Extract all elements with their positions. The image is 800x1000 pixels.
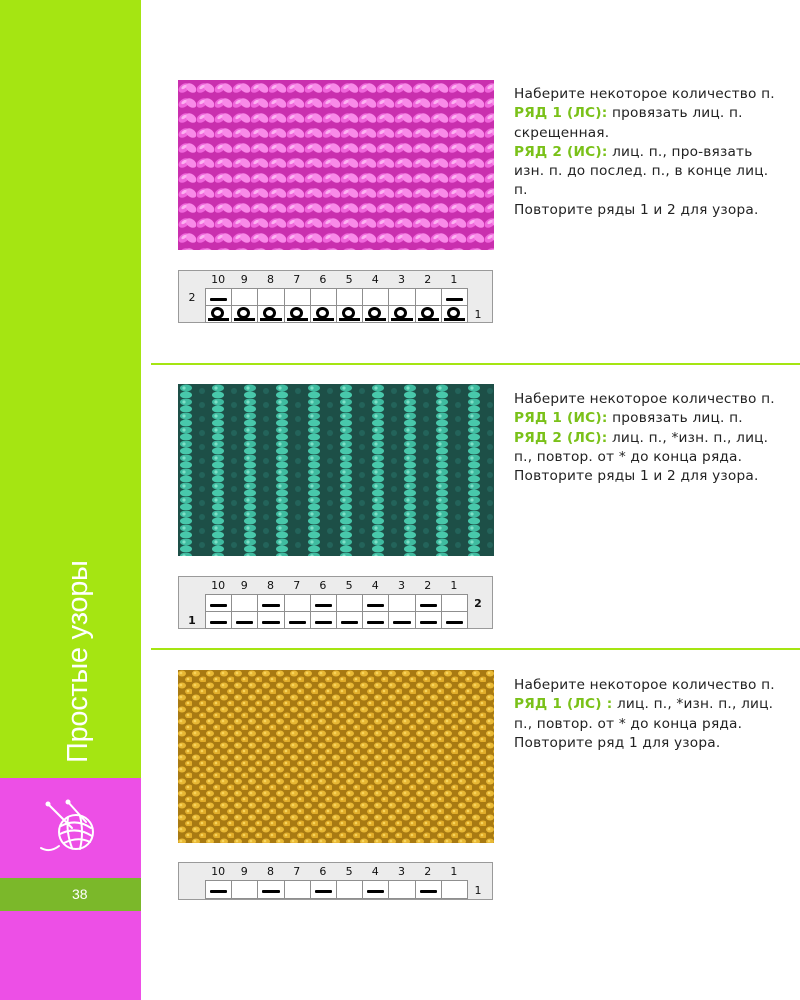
chart-1-knit-bar [287,318,308,321]
chart-1-row-1-cell [284,305,311,323]
pattern-1-swatch [178,80,494,250]
chart-2-col-label: 2 [424,579,432,592]
chart-3-col-label: 6 [319,865,327,878]
chart-3-row-1-cell [415,880,442,899]
chart-1-row-label: 1 [474,308,482,321]
chart-1-knit-bar [313,318,334,321]
pattern-1-row2-label: РЯД 2 (ИС): [514,143,608,160]
chart-2-row-label: 2 [474,597,482,610]
chart-2-purl-symbol [446,621,463,624]
chart-3-purl-symbol [210,890,227,893]
pattern-1-intro: Наберите некоторое количество п. [514,86,775,102]
chart-3-row-1-cell [257,880,284,899]
pattern-2-outro: Повторите ряды 1 и 2 для узора. [514,468,759,485]
chart-2-col-label: 3 [397,579,405,592]
pattern-2-swatch [178,384,494,556]
chart-2-col-label: 8 [266,579,274,592]
chart-3-row-1-cell [205,880,232,899]
chart-2-purl-symbol [289,621,306,624]
chart-1-knit-bar [339,318,360,321]
pattern-2-row1-text: провязать лиц. п. [612,410,743,427]
chart-2-purl-symbol [262,604,279,607]
chart-1-row-2-cell [336,288,363,306]
chart-1-knit-bar [260,318,281,321]
chart-2-col-label: 9 [240,579,248,592]
chart-2-purl-symbol [420,604,437,607]
chart-2-row-1-cell [257,611,284,629]
chart-2-col-label: 7 [293,579,301,592]
page-number: 38 [72,886,88,902]
chart-1-col-label: 10 [211,273,226,286]
page-number-bar [0,878,141,911]
chart-1-row-2-cell [388,288,415,306]
chart-1-col-label: 7 [293,273,301,286]
section-divider [151,363,800,365]
chart-1-row-1-cell [415,305,442,323]
chart-3-col-label: 9 [240,865,248,878]
pattern-1-row1-label: РЯД 1 (ЛС): [514,105,608,122]
chart-2-row-1-cell [310,611,337,629]
pattern-2-description [514,390,784,486]
chart-3-col-label: 7 [293,865,301,878]
chart-2-row-2-cell [388,594,415,612]
chart-2-row-2-cell [415,594,442,612]
chart-1-col-label: 8 [266,273,274,286]
chart-2-purl-symbol [367,621,384,624]
pattern-3-description [514,676,784,753]
chart-2-col-label: 1 [450,579,458,592]
chart-2-col-label: 4 [371,579,379,592]
chart-2-row-2-cell [205,594,232,612]
chart-1-row-1-cell [336,305,363,323]
chart-2-row-1-cell [362,611,389,629]
section-divider [151,648,800,650]
chart-3-purl-symbol [420,890,437,893]
chart-1-row-1-cell [205,305,232,323]
chart-1-row-1-cell [388,305,415,323]
pattern-1-chart [178,270,493,323]
chart-1-row-2-cell [310,288,337,306]
chart-2-purl-symbol [262,621,279,624]
chart-3-row-label: 1 [474,884,482,897]
chart-3-col-label: 5 [345,865,353,878]
chart-3-purl-symbol [367,890,384,893]
pattern-2-row2-text: лиц. п., *изн. п., лиц. п., повтор. от * до конца ряда. [514,429,769,465]
chart-1-row-2-cell [231,288,258,306]
pattern-2-chart [178,576,493,629]
pattern-3-intro: Наберите некоторое количество п. [514,677,775,693]
chart-3-row-1-cell [336,880,363,899]
chart-1-row-1-cell [362,305,389,323]
chart-1-row-1-cell [441,305,468,323]
chart-3-row-1-cell [231,880,258,899]
chart-1-row-1-cell [231,305,258,323]
chart-2-row-2-cell [257,594,284,612]
chart-3-col-label: 8 [266,865,274,878]
chart-3-row-1-cell [441,880,468,899]
chart-3-col-label: 4 [371,865,379,878]
pattern-1-outro: Повторите ряды 1 и 2 для узора. [514,201,759,218]
chart-3-col-label: 2 [424,865,432,878]
chart-1-row-2-cell [257,288,284,306]
chart-2-row-1-cell [284,611,311,629]
yarn-ball-icon [38,798,110,860]
chart-2-col-label: 10 [211,579,226,592]
chart-2-purl-symbol [420,621,437,624]
chart-1-row-1-cell [310,305,337,323]
chart-2-row-1-cell [336,611,363,629]
chart-3-col-label: 10 [211,865,226,878]
chart-1-col-label: 5 [345,273,353,286]
chart-1-row-1-cell [257,305,284,323]
chart-3-row-1-cell [284,880,311,899]
chart-2-purl-symbol [315,621,332,624]
chart-3-row-1-cell [388,880,415,899]
chart-1-knit-bar [418,318,439,321]
chart-1-knit-bar [444,318,465,321]
chart-2-row-1-cell [231,611,258,629]
pattern-3-row1-text: лиц. п., *изн. п., лиц. п., повтор. от * до конца ряда. [514,696,774,732]
chart-3-row-1-cell [310,880,337,899]
chart-1-row-2-cell [415,288,442,306]
pattern-1-row1-text: провязать лиц. п. скрещенная. [514,105,743,141]
chart-1-knit-bar [234,318,255,321]
chart-2-purl-symbol [315,604,332,607]
chart-1-col-label: 2 [424,273,432,286]
pattern-3-row1-label: РЯД 1 (ЛС) : [514,696,613,713]
chart-2-row-2-cell [231,594,258,612]
chart-1-knit-bar [365,318,386,321]
chart-2-purl-symbol [210,604,227,607]
chart-2-row-label: 1 [188,614,196,627]
chart-1-row-2-cell [362,288,389,306]
chart-2-row-1-cell [388,611,415,629]
chart-1-col-label: 3 [397,273,405,286]
pattern-2-row1-label: РЯД 1 (ИС): [514,410,608,427]
chart-2-purl-symbol [236,621,253,624]
chart-1-col-label: 6 [319,273,327,286]
chart-2-row-2-cell [362,594,389,612]
section-title: Простые узоры [62,560,94,763]
chart-2-purl-symbol [210,621,227,624]
chart-2-row-2-cell [336,594,363,612]
chart-1-row-2-cell [284,288,311,306]
chart-1-row-label: 2 [188,291,196,304]
chart-1-purl-symbol [210,298,227,301]
chart-1-col-label: 9 [240,273,248,286]
chart-3-col-label: 3 [397,865,405,878]
chart-2-row-2-cell [441,594,468,612]
pattern-3-chart [178,862,493,900]
chart-1-row-2-cell [441,288,468,306]
chart-1-row-2-cell [205,288,232,306]
chart-1-knit-bar [391,318,412,321]
chart-3-row-1-cell [362,880,389,899]
chart-2-row-1-cell [441,611,468,629]
chart-1-col-label: 4 [371,273,379,286]
chart-2-col-label: 5 [345,579,353,592]
pattern-1-row2-text: лиц. п., про-вязать изн. п. до послед. п., в конце лиц. п. [514,143,769,199]
chart-2-purl-symbol [341,621,358,624]
pattern-1-description [514,85,784,220]
chart-2-row-1-cell [415,611,442,629]
pattern-3-outro: Повторите ряд 1 для узора. [514,734,721,751]
pattern-2-row2-label: РЯД 2 (ЛС): [514,429,608,446]
chart-2-purl-symbol [367,604,384,607]
chart-1-purl-symbol [446,298,463,301]
chart-3-purl-symbol [315,890,332,893]
chart-2-row-2-cell [310,594,337,612]
pattern-2-intro: Наберите некоторое количество п. [514,391,775,407]
chart-2-row-1-cell [205,611,232,629]
chart-2-col-label: 6 [319,579,327,592]
chart-3-col-label: 1 [450,865,458,878]
chart-1-col-label: 1 [450,273,458,286]
chart-2-purl-symbol [393,621,410,624]
chart-2-row-2-cell [284,594,311,612]
pattern-3-swatch [178,670,494,843]
chart-1-knit-bar [208,318,229,321]
chart-3-purl-symbol [262,890,279,893]
